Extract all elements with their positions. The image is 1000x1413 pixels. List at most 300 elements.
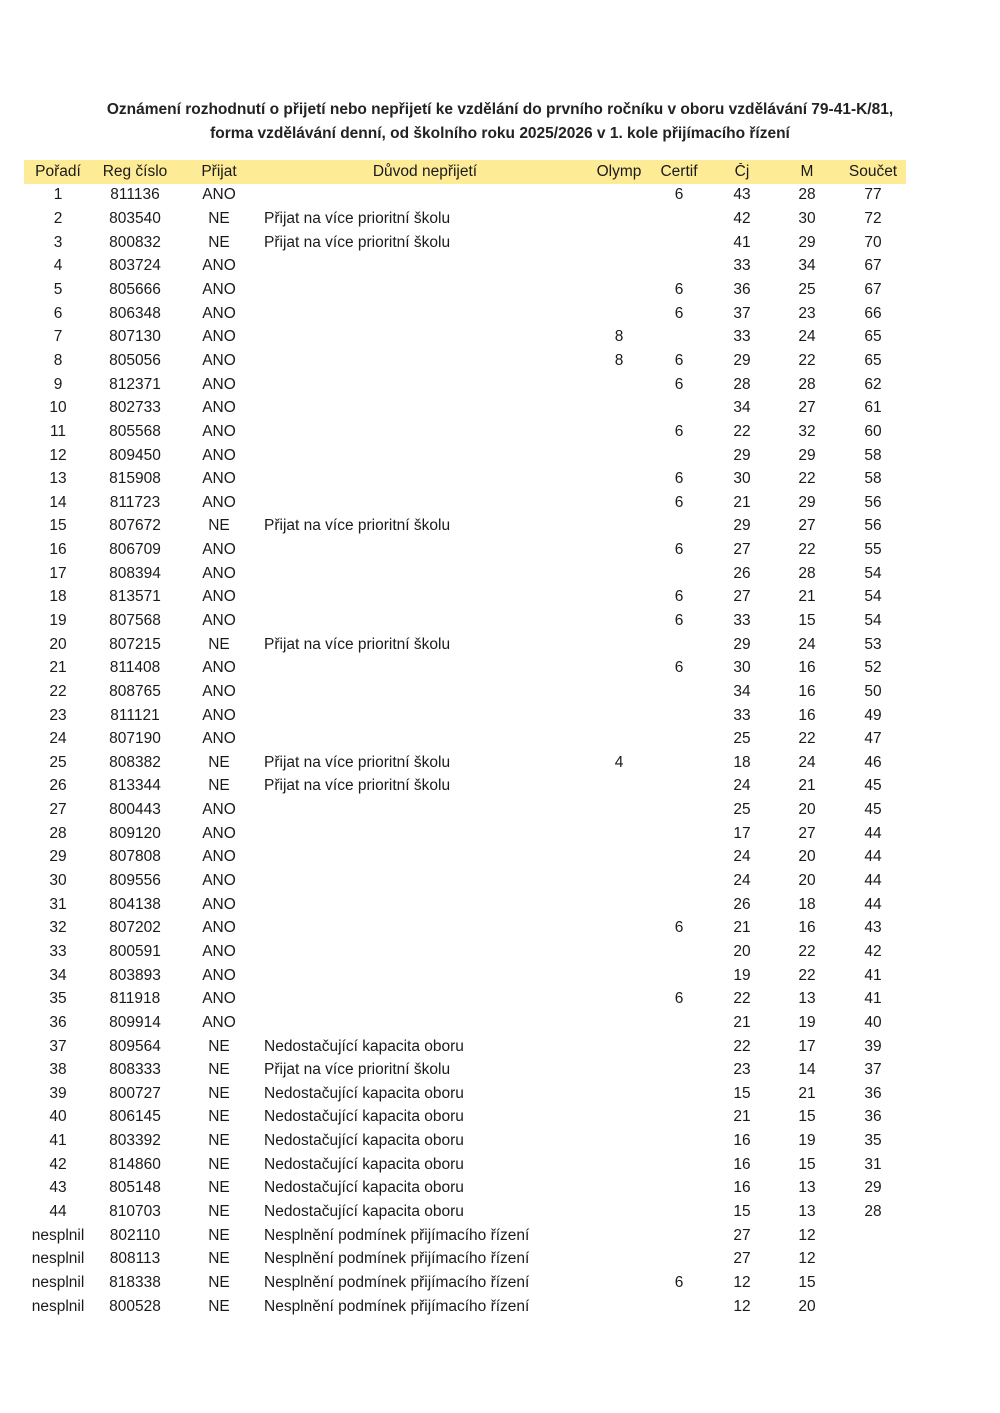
- cell-reg-cislo: 805056: [109, 351, 161, 369]
- cell-cj: 15: [733, 1084, 751, 1102]
- cell-prijat: ANO: [202, 848, 236, 866]
- cell-duvod: Nedostačující kapacita oboru: [264, 1108, 464, 1126]
- cell-soucet: 36: [864, 1084, 882, 1102]
- cell-soucet: 60: [864, 422, 882, 440]
- cell-cj: 17: [733, 824, 751, 842]
- cell-m: 24: [798, 328, 816, 346]
- cell-reg-cislo: 807672: [109, 517, 161, 535]
- cell-prijat: ANO: [202, 919, 236, 937]
- cell-cj: 29: [733, 351, 751, 369]
- cell-prijat: NE: [208, 1273, 230, 1291]
- cell-poradi: 28: [49, 824, 67, 842]
- cell-reg-cislo: 812371: [109, 375, 161, 393]
- cell-certif: 6: [674, 493, 684, 511]
- cell-soucet: 44: [864, 895, 882, 913]
- cell-m: 22: [798, 541, 816, 559]
- cell-prijat: ANO: [202, 611, 236, 629]
- cell-cj: 22: [733, 1037, 751, 1055]
- cell-duvod: Nedostačující kapacita oboru: [264, 1084, 464, 1102]
- cell-m: 30: [798, 210, 816, 228]
- table-row: [24, 1035, 906, 1059]
- cell-certif: 6: [674, 351, 684, 369]
- cell-poradi: 20: [49, 635, 67, 653]
- cell-cj: 24: [733, 848, 751, 866]
- cell-soucet: 44: [864, 824, 882, 842]
- cell-soucet: 40: [864, 1013, 882, 1031]
- cell-m: 22: [798, 470, 816, 488]
- cell-poradi: 24: [49, 730, 67, 748]
- cell-poradi: 41: [49, 1132, 67, 1150]
- cell-prijat: ANO: [202, 470, 236, 488]
- cell-soucet: 37: [864, 1061, 882, 1079]
- cell-cj: 27: [733, 541, 751, 559]
- cell-m: 21: [798, 588, 816, 606]
- cell-cj: 18: [733, 753, 751, 771]
- cell-m: 27: [798, 824, 816, 842]
- cell-poradi: 25: [49, 753, 67, 771]
- cell-prijat: ANO: [202, 990, 236, 1008]
- cell-reg-cislo: 807215: [109, 635, 161, 653]
- cell-soucet: 31: [864, 1155, 882, 1173]
- cell-poradi: 5: [53, 281, 63, 299]
- table-row: [24, 538, 906, 562]
- table-row: [24, 893, 906, 917]
- cell-m: 12: [798, 1226, 816, 1244]
- table-row: [24, 751, 906, 775]
- table-row: [24, 1058, 906, 1082]
- cell-reg-cislo: 803893: [109, 966, 161, 984]
- cell-poradi: 21: [49, 659, 67, 677]
- cell-m: 15: [798, 1273, 816, 1291]
- cell-soucet: 70: [864, 233, 882, 251]
- cell-reg-cislo: 807130: [109, 328, 161, 346]
- table-row: [24, 609, 906, 633]
- cell-duvod: Nesplnění podmínek přijímacího řízení: [264, 1297, 530, 1315]
- header-poradi: Pořadí: [35, 162, 81, 180]
- cell-reg-cislo: 811723: [109, 493, 161, 511]
- cell-m: 27: [798, 517, 816, 535]
- cell-soucet: 42: [864, 942, 882, 960]
- cell-soucet: 45: [864, 801, 882, 819]
- cell-cj: 33: [733, 611, 751, 629]
- cell-cj: 24: [733, 777, 751, 795]
- cell-reg-cislo: 808333: [109, 1061, 161, 1079]
- cell-poradi: 14: [49, 493, 67, 511]
- cell-m: 14: [798, 1061, 816, 1079]
- cell-cj: 24: [733, 872, 751, 890]
- cell-certif: 6: [674, 659, 684, 677]
- cell-m: 15: [798, 1155, 816, 1173]
- table-row: [24, 420, 906, 444]
- table-header: [24, 160, 906, 184]
- cell-poradi: nesplnil: [31, 1226, 85, 1244]
- cell-duvod: Přijat na více prioritní školu: [264, 1061, 451, 1079]
- cell-poradi: 16: [49, 541, 67, 559]
- cell-cj: 41: [733, 233, 751, 251]
- cell-soucet: 54: [864, 564, 882, 582]
- cell-cj: 43: [733, 186, 751, 204]
- cell-reg-cislo: 800591: [109, 942, 161, 960]
- cell-reg-cislo: 805666: [109, 281, 161, 299]
- cell-prijat: ANO: [202, 942, 236, 960]
- cell-poradi: 44: [49, 1203, 67, 1220]
- cell-reg-cislo: 805568: [109, 422, 161, 440]
- cell-certif: 6: [674, 304, 684, 322]
- cell-poradi: 17: [49, 564, 67, 582]
- cell-cj: 27: [733, 1250, 751, 1268]
- cell-certif: 6: [674, 588, 684, 606]
- cell-m: 29: [798, 233, 816, 251]
- cell-reg-cislo: 802110: [109, 1226, 161, 1244]
- cell-certif: 6: [674, 281, 684, 299]
- cell-soucet: 56: [864, 517, 882, 535]
- table-row: [24, 1129, 906, 1153]
- cell-poradi: 35: [49, 990, 67, 1008]
- cell-cj: 23: [733, 1061, 751, 1079]
- cell-poradi: 23: [49, 706, 67, 724]
- cell-reg-cislo: 808382: [109, 753, 161, 771]
- cell-m: 16: [798, 659, 816, 677]
- table-row: [24, 987, 906, 1011]
- cell-duvod: Nedostačující kapacita oboru: [264, 1155, 464, 1173]
- header-m: M: [800, 162, 814, 180]
- cell-prijat: ANO: [202, 564, 236, 582]
- cell-m: 28: [798, 564, 816, 582]
- cell-m: 27: [798, 399, 816, 417]
- cell-m: 20: [798, 1297, 816, 1315]
- title-line-1: Oznámení rozhodnutí o přijetí nebo nepřijetí ke vzdělání do prvního ročníku v oboru vzdělávání 79-41-K/81,: [106, 101, 894, 118]
- cell-soucet: 35: [864, 1132, 882, 1150]
- table-row: [24, 1247, 906, 1271]
- cell-certif: 6: [674, 375, 684, 393]
- cell-poradi: 3: [53, 233, 63, 251]
- cell-m: 17: [798, 1037, 816, 1055]
- cell-olymp: 8: [614, 351, 624, 369]
- cell-soucet: 54: [864, 588, 882, 606]
- cell-prijat: NE: [208, 517, 230, 535]
- cell-certif: 6: [674, 990, 684, 1008]
- cell-m: 13: [798, 1203, 816, 1220]
- cell-soucet: 39: [864, 1037, 882, 1055]
- cell-m: 15: [798, 611, 816, 629]
- cell-certif: 6: [674, 470, 684, 488]
- cell-soucet: 44: [864, 872, 882, 890]
- cell-prijat: NE: [208, 777, 230, 795]
- cell-prijat: ANO: [202, 422, 236, 440]
- cell-cj: 12: [733, 1273, 751, 1291]
- cell-m: 16: [798, 706, 816, 724]
- cell-duvod: Přijat na více prioritní školu: [264, 210, 451, 228]
- cell-poradi: 2: [53, 210, 63, 228]
- cell-m: 22: [798, 942, 816, 960]
- cell-cj: 21: [733, 1108, 751, 1126]
- cell-reg-cislo: 809120: [109, 824, 161, 842]
- cell-m: 24: [798, 635, 816, 653]
- table-row: [24, 349, 906, 373]
- cell-prijat: NE: [208, 1250, 230, 1268]
- cell-cj: 26: [733, 564, 751, 582]
- table-row: [24, 917, 906, 941]
- table-row: [24, 1153, 906, 1177]
- cell-m: 21: [798, 1084, 816, 1102]
- cell-cj: 33: [733, 257, 751, 275]
- cell-poradi: 33: [49, 942, 67, 960]
- cell-cj: 21: [733, 493, 751, 511]
- cell-prijat: ANO: [202, 730, 236, 748]
- cell-reg-cislo: 807808: [109, 848, 161, 866]
- cell-cj: 34: [733, 682, 751, 700]
- cell-prijat: ANO: [202, 375, 236, 393]
- cell-poradi: 31: [49, 895, 67, 913]
- table-row: [24, 515, 906, 539]
- cell-m: 28: [798, 186, 816, 204]
- cell-cj: 29: [733, 635, 751, 653]
- cell-poradi: 39: [49, 1084, 67, 1102]
- cell-certif: 6: [674, 422, 684, 440]
- cell-m: 25: [798, 281, 816, 299]
- cell-prijat: ANO: [202, 706, 236, 724]
- table-row: [24, 798, 906, 822]
- cell-prijat: ANO: [202, 186, 236, 204]
- cell-prijat: NE: [208, 1297, 230, 1315]
- cell-poradi: nesplnil: [31, 1297, 85, 1315]
- cell-prijat: NE: [208, 1132, 230, 1150]
- cell-poradi: 27: [49, 801, 67, 819]
- cell-poradi: 1: [53, 186, 63, 204]
- cell-m: 15: [798, 1108, 816, 1126]
- cell-reg-cislo: 802733: [109, 399, 161, 417]
- cell-poradi: 32: [49, 919, 67, 937]
- cell-cj: 19: [733, 966, 751, 984]
- table-row: [24, 562, 906, 586]
- header-soucet: Součet: [848, 162, 898, 180]
- cell-cj: 37: [733, 304, 751, 322]
- cell-m: 22: [798, 351, 816, 369]
- cell-reg-cislo: 809556: [109, 872, 161, 890]
- table-row: [24, 1295, 906, 1319]
- table-row: [24, 680, 906, 704]
- cell-poradi: 8: [53, 351, 63, 369]
- cell-m: 19: [798, 1132, 816, 1150]
- cell-soucet: 58: [864, 470, 882, 488]
- table-row: [24, 704, 906, 728]
- cell-m: 16: [798, 682, 816, 700]
- cell-soucet: 56: [864, 493, 882, 511]
- cell-duvod: Přijat na více prioritní školu: [264, 753, 451, 771]
- cell-m: 29: [798, 446, 816, 464]
- cell-cj: 26: [733, 895, 751, 913]
- cell-cj: 22: [733, 422, 751, 440]
- table-row: [24, 846, 906, 870]
- table-body: [24, 184, 906, 1319]
- cell-soucet: 50: [864, 682, 882, 700]
- cell-soucet: 65: [864, 351, 882, 369]
- cell-soucet: 29: [864, 1179, 882, 1197]
- cell-poradi: 30: [49, 872, 67, 890]
- cell-reg-cislo: 806709: [109, 541, 161, 559]
- cell-reg-cislo: 800528: [109, 1297, 161, 1315]
- table-row: [24, 491, 906, 515]
- cell-poradi: 43: [49, 1179, 67, 1197]
- cell-poradi: 18: [49, 588, 67, 606]
- cell-poradi: 40: [49, 1108, 67, 1126]
- header-certif: Certif: [660, 162, 698, 180]
- cell-duvod: Přijat na více prioritní školu: [264, 635, 451, 653]
- cell-cj: 25: [733, 730, 751, 748]
- cell-cj: 29: [733, 517, 751, 535]
- cell-prijat: ANO: [202, 304, 236, 322]
- table-row: [24, 940, 906, 964]
- cell-reg-cislo: 818338: [109, 1273, 161, 1291]
- cell-reg-cislo: 813344: [109, 777, 161, 795]
- cell-duvod: Nesplnění podmínek přijímacího řízení: [264, 1273, 530, 1291]
- table-row: [24, 325, 906, 349]
- table-row: [24, 231, 906, 255]
- cell-poradi: 42: [49, 1155, 67, 1173]
- cell-reg-cislo: 814860: [109, 1155, 161, 1173]
- cell-reg-cislo: 807190: [109, 730, 161, 748]
- cell-m: 20: [798, 848, 816, 866]
- cell-prijat: NE: [208, 233, 230, 251]
- cell-prijat: ANO: [202, 1013, 236, 1031]
- cell-m: 22: [798, 966, 816, 984]
- cell-reg-cislo: 807202: [109, 919, 161, 937]
- cell-prijat: ANO: [202, 659, 236, 677]
- cell-cj: 27: [733, 588, 751, 606]
- cell-cj: 15: [733, 1203, 751, 1220]
- cell-cj: 28: [733, 375, 751, 393]
- cell-cj: 16: [733, 1179, 751, 1197]
- cell-reg-cislo: 803392: [109, 1132, 161, 1150]
- table-row: [24, 1177, 906, 1201]
- cell-cj: 16: [733, 1155, 751, 1173]
- cell-soucet: 36: [864, 1108, 882, 1126]
- cell-soucet: 65: [864, 328, 882, 346]
- cell-cj: 30: [733, 470, 751, 488]
- cell-duvod: Přijat na více prioritní školu: [264, 233, 451, 251]
- cell-duvod: Nesplnění podmínek přijímacího řízení: [264, 1250, 530, 1268]
- cell-reg-cislo: 800443: [109, 801, 161, 819]
- cell-prijat: ANO: [202, 351, 236, 369]
- cell-soucet: 66: [864, 304, 882, 322]
- cell-olymp: 4: [614, 753, 624, 771]
- cell-prijat: NE: [208, 753, 230, 771]
- cell-reg-cislo: 800832: [109, 233, 161, 251]
- cell-soucet: 46: [864, 753, 882, 771]
- table-row: [24, 964, 906, 988]
- cell-m: 29: [798, 493, 816, 511]
- cell-soucet: 54: [864, 611, 882, 629]
- cell-duvod: Nedostačující kapacita oboru: [264, 1037, 464, 1055]
- cell-prijat: ANO: [202, 493, 236, 511]
- results-table: [24, 160, 906, 1318]
- cell-reg-cislo: 811408: [109, 659, 161, 677]
- cell-cj: 33: [733, 328, 751, 346]
- cell-m: 22: [798, 730, 816, 748]
- cell-prijat: ANO: [202, 328, 236, 346]
- cell-reg-cislo: 806145: [109, 1108, 161, 1126]
- cell-prijat: ANO: [202, 446, 236, 464]
- cell-prijat: ANO: [202, 895, 236, 913]
- cell-prijat: NE: [208, 1179, 230, 1197]
- header-cj: Čj: [734, 162, 750, 180]
- cell-m: 24: [798, 753, 816, 771]
- cell-duvod: Přijat na více prioritní školu: [264, 517, 451, 535]
- cell-cj: 16: [733, 1132, 751, 1150]
- table-row: [24, 207, 906, 231]
- cell-m: 21: [798, 777, 816, 795]
- cell-cj: 25: [733, 801, 751, 819]
- table-row: [24, 727, 906, 751]
- cell-prijat: ANO: [202, 257, 236, 275]
- table-row: [24, 586, 906, 610]
- cell-reg-cislo: 811121: [110, 706, 160, 724]
- table-row: [24, 869, 906, 893]
- cell-poradi: 19: [49, 611, 67, 629]
- cell-prijat: ANO: [202, 824, 236, 842]
- cell-prijat: NE: [208, 635, 230, 653]
- cell-m: 12: [798, 1250, 816, 1268]
- cell-cj: 42: [733, 210, 751, 228]
- cell-poradi: 10: [49, 399, 67, 417]
- cell-m: 18: [798, 895, 816, 913]
- document-title: [0, 98, 1000, 146]
- header-duvod: Důvod nepřijetí: [372, 162, 478, 180]
- cell-cj: 22: [733, 990, 751, 1008]
- cell-prijat: NE: [208, 1155, 230, 1173]
- table-row: [24, 278, 906, 302]
- cell-poradi: 11: [49, 422, 67, 440]
- cell-reg-cislo: 800727: [109, 1084, 161, 1102]
- cell-soucet: 41: [864, 966, 882, 984]
- cell-prijat: ANO: [202, 541, 236, 559]
- cell-soucet: 67: [864, 257, 882, 275]
- cell-reg-cislo: 804138: [109, 895, 161, 913]
- cell-soucet: 49: [864, 706, 882, 724]
- cell-prijat: NE: [208, 1061, 230, 1079]
- cell-duvod: Nesplnění podmínek přijímacího řízení: [264, 1226, 530, 1244]
- cell-poradi: 13: [49, 470, 67, 488]
- cell-duvod: Nedostačující kapacita oboru: [264, 1179, 464, 1197]
- cell-duvod: Přijat na více prioritní školu: [264, 777, 451, 795]
- cell-prijat: ANO: [202, 281, 236, 299]
- cell-soucet: 28: [864, 1203, 882, 1220]
- cell-prijat: NE: [208, 1203, 230, 1220]
- cell-prijat: ANO: [202, 588, 236, 606]
- cell-m: 20: [798, 801, 816, 819]
- table-row: [24, 184, 906, 208]
- table-row: [24, 396, 906, 420]
- cell-reg-cislo: 805148: [109, 1179, 161, 1197]
- cell-reg-cislo: 803724: [109, 257, 161, 275]
- cell-m: 28: [798, 375, 816, 393]
- cell-soucet: 53: [864, 635, 882, 653]
- cell-soucet: 58: [864, 446, 882, 464]
- cell-soucet: 45: [864, 777, 882, 795]
- cell-soucet: 62: [864, 375, 882, 393]
- cell-prijat: ANO: [202, 872, 236, 890]
- cell-prijat: NE: [208, 1084, 230, 1102]
- table-row: [24, 1106, 906, 1130]
- cell-cj: 12: [733, 1297, 751, 1315]
- cell-olymp: 8: [614, 328, 624, 346]
- cell-prijat: ANO: [202, 801, 236, 819]
- cell-m: 34: [798, 257, 816, 275]
- cell-soucet: 47: [864, 730, 882, 748]
- cell-reg-cislo: 808765: [109, 682, 161, 700]
- title-line-2: forma vzdělávání denní, od školního roku 2025/2026 v 1. kole přijímacího řízení: [210, 125, 790, 142]
- cell-duvod: Nedostačující kapacita oboru: [264, 1132, 464, 1150]
